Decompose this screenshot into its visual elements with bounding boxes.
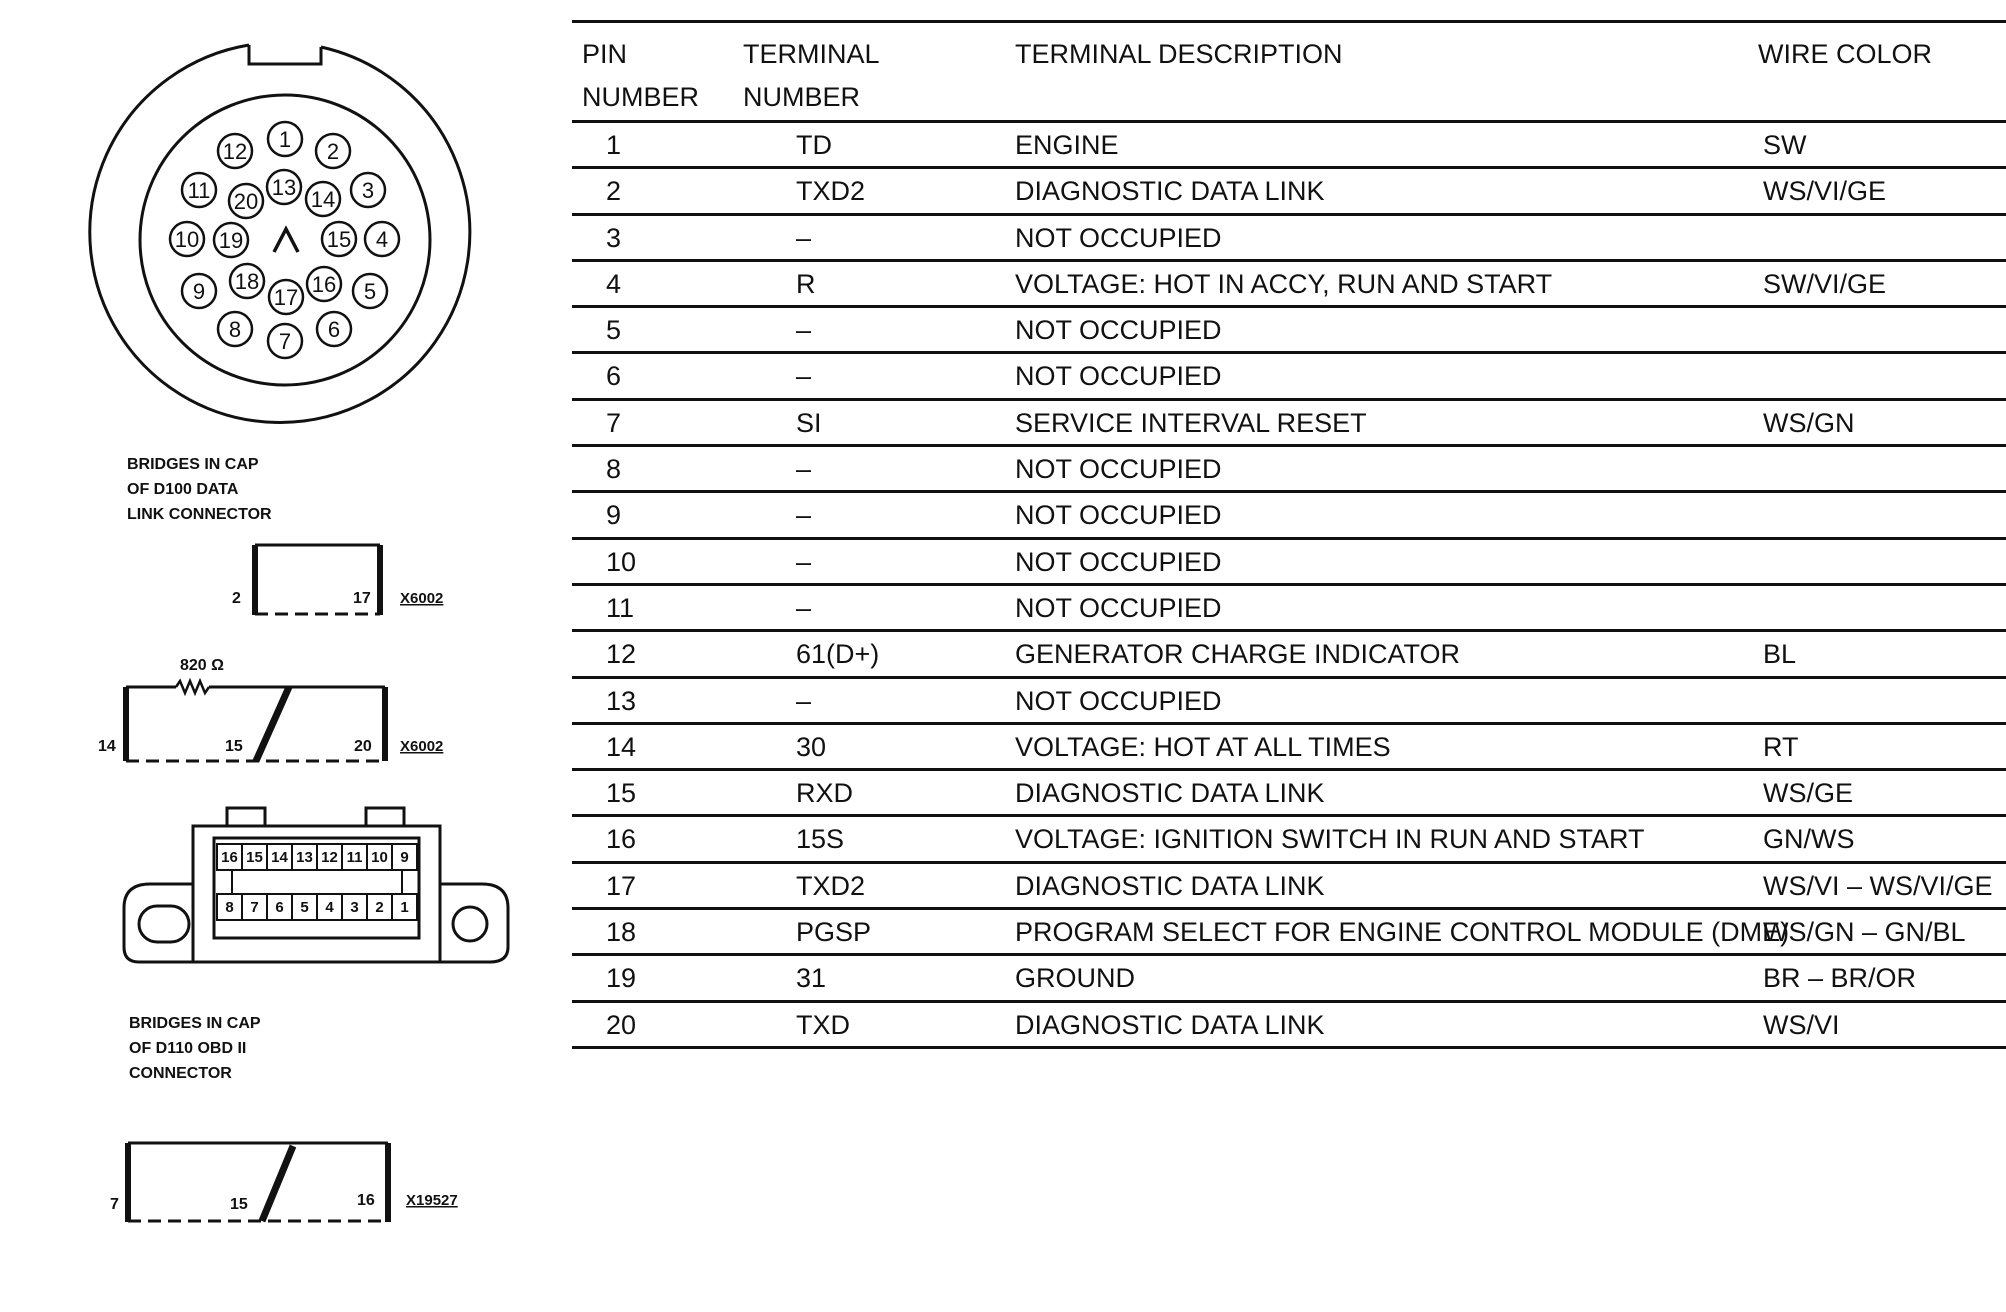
terminal-description-cell: ENGINE bbox=[1015, 130, 1119, 160]
terminal-number-cell: TD bbox=[796, 130, 832, 160]
pin-number-label: 17 bbox=[273, 285, 299, 310]
terminal-number-cell: – bbox=[796, 222, 812, 253]
terminal-description-cell: DIAGNOSTIC DATA LINK bbox=[1015, 176, 1325, 207]
obd-pin-number: 1 bbox=[400, 899, 409, 916]
obd-pin-number: 10 bbox=[371, 849, 388, 866]
pin-number-cell: 11 bbox=[606, 592, 635, 623]
table-row bbox=[572, 956, 2006, 1002]
table-row bbox=[572, 586, 2006, 632]
bridge2-ref: X6002 bbox=[400, 738, 444, 755]
header-wire-color: WIRE COLOR bbox=[1758, 39, 1933, 69]
terminal-number-cell: – bbox=[796, 361, 812, 392]
bridge3-right-pin: 16 bbox=[357, 1192, 375, 1209]
pin-number-cell: 1 bbox=[606, 130, 622, 160]
terminal-number-cell: 31 bbox=[796, 963, 827, 994]
table-row bbox=[572, 169, 2006, 215]
pin-number-cell: 8 bbox=[606, 454, 622, 485]
table-header bbox=[572, 20, 2006, 123]
terminal-number-cell: RXD bbox=[796, 778, 854, 809]
bridge2-right-pin: 20 bbox=[354, 738, 372, 755]
pin-number-cell: 17 bbox=[606, 870, 637, 901]
bridge1-right-pin: 17 bbox=[353, 590, 371, 607]
obd-pin-number: 6 bbox=[275, 899, 284, 916]
header-terminal-description: TERMINAL DESCRIPTION bbox=[1015, 39, 1343, 69]
terminal-number-cell: 15S bbox=[796, 824, 845, 855]
pin-number-cell: 3 bbox=[606, 222, 622, 253]
obd-pin-separator bbox=[232, 870, 402, 894]
caption-d100 bbox=[127, 452, 272, 527]
pin-number-cell: 15 bbox=[606, 778, 637, 809]
pin-number-label: 13 bbox=[271, 175, 297, 200]
obd-pin-number: 16 bbox=[221, 849, 238, 866]
pin-number-cell: 4 bbox=[606, 268, 622, 299]
table-row bbox=[572, 493, 2006, 539]
obd-pin-number: 3 bbox=[350, 899, 359, 916]
table-row bbox=[572, 632, 2006, 678]
pin-number-label: 10 bbox=[174, 227, 200, 252]
wire-color-cell: GN/WS bbox=[1763, 824, 1855, 855]
obd-pin-number: 9 bbox=[400, 849, 409, 866]
obd-pin-number: 5 bbox=[300, 899, 309, 916]
wire-color-cell: BR – BR/OR bbox=[1763, 963, 1917, 994]
circular-connector bbox=[90, 45, 470, 422]
pin-number-label: 2 bbox=[326, 139, 340, 164]
obd-right-hole bbox=[453, 907, 487, 941]
wire-color-cell: WS/VI bbox=[1763, 1009, 1840, 1040]
terminal-description-cell: NOT OCCUPIED bbox=[1015, 222, 1222, 253]
pin-number-label: 12 bbox=[222, 139, 248, 164]
pin-number-cell: 18 bbox=[606, 917, 637, 948]
pin-number-label: 5 bbox=[363, 279, 377, 304]
obd-pin-number: 13 bbox=[296, 849, 313, 866]
pin-assignment-table bbox=[572, 20, 2006, 1049]
table-row bbox=[572, 910, 2006, 956]
pin-number-cell: 2 bbox=[606, 176, 622, 207]
table-row bbox=[572, 308, 2006, 354]
bridge2-mid-pin: 15 bbox=[225, 738, 243, 755]
obd-pin-number: 8 bbox=[225, 899, 234, 916]
table-row bbox=[572, 354, 2006, 400]
table-row bbox=[572, 540, 2006, 586]
table-row bbox=[572, 1003, 2006, 1049]
obd-pin-number: 2 bbox=[375, 899, 384, 916]
table-body bbox=[572, 123, 2006, 1049]
connector-outer-ring bbox=[90, 45, 470, 422]
bridge3-mid-pin: 15 bbox=[230, 1196, 248, 1213]
terminal-description-cell: NOT OCCUPIED bbox=[1015, 315, 1222, 346]
table-row bbox=[572, 817, 2006, 863]
terminal-description-cell: GROUND bbox=[1015, 963, 1135, 994]
wire-color-cell: WS/VI – WS/VI/GE bbox=[1763, 870, 1993, 901]
pin-number-cell: 9 bbox=[606, 500, 622, 531]
obd-pin-number: 14 bbox=[271, 849, 288, 866]
bridge3-ref: X19527 bbox=[406, 1192, 458, 1209]
resistor-value: 820 Ω bbox=[180, 657, 224, 674]
pin-number-cell: 20 bbox=[606, 1009, 637, 1040]
pin-number-cell: 12 bbox=[606, 639, 637, 670]
terminal-description-cell: NOT OCCUPIED bbox=[1015, 500, 1222, 531]
pin-number-label: 6 bbox=[327, 317, 341, 342]
connector-key-notch bbox=[249, 45, 321, 64]
table-row bbox=[572, 262, 2006, 308]
pin-number-label: 1 bbox=[278, 127, 292, 152]
pin-number-label: 11 bbox=[187, 178, 211, 203]
terminal-number-cell: 30 bbox=[796, 731, 827, 762]
obd-pin-number: 11 bbox=[346, 849, 363, 866]
table-row bbox=[572, 123, 2006, 169]
caption-d100-line2: OF D100 DATA bbox=[127, 481, 239, 498]
pin-number-cell: 16 bbox=[606, 824, 637, 855]
table-row bbox=[572, 771, 2006, 817]
terminal-description-cell: VOLTAGE: HOT AT ALL TIMES bbox=[1015, 731, 1391, 762]
bridge3-left-pin: 7 bbox=[110, 1196, 119, 1213]
caption-d110-line2: OF D110 OBD II bbox=[129, 1040, 247, 1057]
table-row bbox=[572, 216, 2006, 262]
terminal-number-cell: 61(D+) bbox=[796, 639, 880, 670]
terminal-number-cell: – bbox=[796, 315, 812, 346]
pin-number-cell: 6 bbox=[606, 361, 622, 392]
terminal-description-cell: NOT OCCUPIED bbox=[1015, 685, 1222, 716]
table-row bbox=[572, 401, 2006, 447]
terminal-description-cell: DIAGNOSTIC DATA LINK bbox=[1015, 870, 1325, 901]
obd-top-tab-right bbox=[366, 808, 404, 826]
caption-d110-line1: BRIDGES IN CAP bbox=[129, 1015, 261, 1032]
terminal-description-cell: GENERATOR CHARGE INDICATOR bbox=[1015, 639, 1461, 670]
terminal-number-cell: PGSP bbox=[796, 917, 872, 948]
resistor-symbol bbox=[176, 681, 209, 693]
pin-number-cell: 13 bbox=[606, 685, 637, 716]
wire-color-cell: BL bbox=[1763, 639, 1797, 670]
wire-color-cell: SW/VI/GE bbox=[1763, 268, 1887, 299]
pin-number-cell: 10 bbox=[606, 546, 637, 577]
circular-connector-pins bbox=[170, 122, 399, 358]
obd-top-tab-left bbox=[227, 808, 265, 826]
pin-number-label: 7 bbox=[278, 329, 292, 354]
obd-pin-number: 7 bbox=[250, 899, 259, 916]
bridge2-left-pin: 14 bbox=[98, 738, 116, 755]
terminal-description-cell: NOT OCCUPIED bbox=[1015, 546, 1222, 577]
header-pin-number: PIN NUMBER bbox=[582, 39, 700, 112]
terminal-description-cell: DIAGNOSTIC DATA LINK bbox=[1015, 778, 1325, 809]
terminal-number-cell: TXD2 bbox=[796, 176, 866, 207]
wire-color-cell: WS/GE bbox=[1763, 778, 1854, 809]
terminal-description-cell: SERVICE INTERVAL RESET bbox=[1015, 407, 1367, 438]
wire-color-cell: WS/GN bbox=[1763, 407, 1855, 438]
caption-d110 bbox=[129, 1011, 261, 1086]
header-terminal-number: TERMINAL NUMBER bbox=[743, 39, 880, 112]
caption-d100-line1: BRIDGES IN CAP bbox=[127, 456, 259, 473]
pin-number-cell: 14 bbox=[606, 731, 637, 762]
terminal-number-cell: – bbox=[796, 500, 812, 531]
caption-d100-line3: LINK CONNECTOR bbox=[127, 506, 272, 523]
terminal-number-cell: – bbox=[796, 685, 812, 716]
pin-number-cell: 7 bbox=[606, 407, 622, 438]
pin-number-cell: 5 bbox=[606, 315, 622, 346]
terminal-description-cell: VOLTAGE: HOT IN ACCY, RUN AND START bbox=[1015, 268, 1553, 299]
obd-pin-number: 15 bbox=[246, 849, 263, 866]
wire-color-cell: WS/GN – GN/BL bbox=[1763, 917, 1966, 948]
connector-center-key bbox=[274, 229, 298, 252]
terminal-number-cell: – bbox=[796, 454, 812, 485]
wire-color-cell: SW bbox=[1763, 130, 1807, 160]
bridge1-left-pin: 2 bbox=[232, 590, 241, 607]
pin-number-cell: 19 bbox=[606, 963, 637, 994]
obd-pin-number: 12 bbox=[321, 849, 338, 866]
terminal-description-cell: VOLTAGE: IGNITION SWITCH IN RUN AND START bbox=[1015, 824, 1645, 855]
terminal-number-cell: R bbox=[796, 268, 816, 299]
pin-number-label: 14 bbox=[310, 187, 336, 212]
bridge-14-15-20 bbox=[126, 681, 385, 761]
terminal-description-cell: NOT OCCUPIED bbox=[1015, 361, 1222, 392]
pin-number-label: 15 bbox=[326, 227, 352, 252]
obd-left-hole bbox=[139, 906, 189, 942]
obd-pin-number: 4 bbox=[325, 899, 334, 916]
terminal-description-cell: NOT OCCUPIED bbox=[1015, 592, 1222, 623]
pin-number-label: 16 bbox=[311, 272, 337, 297]
terminal-number-cell: – bbox=[796, 546, 812, 577]
pin-number-label: 3 bbox=[361, 178, 375, 203]
table-row bbox=[572, 679, 2006, 725]
terminal-number-cell: TXD2 bbox=[796, 870, 866, 901]
terminal-description-cell: DIAGNOSTIC DATA LINK bbox=[1015, 1009, 1325, 1040]
obd-pins bbox=[217, 844, 417, 920]
pin-number-label: 18 bbox=[234, 269, 260, 294]
wire-color-cell: WS/VI/GE bbox=[1763, 176, 1887, 207]
table-row bbox=[572, 725, 2006, 771]
terminal-description-cell: PROGRAM SELECT FOR ENGINE CONTROL MODULE (DME) bbox=[1015, 917, 1790, 948]
caption-d110-line3: CONNECTOR bbox=[129, 1065, 232, 1082]
table-row bbox=[572, 447, 2006, 493]
terminal-number-cell: SI bbox=[796, 407, 822, 438]
bridge-7-15-16 bbox=[128, 1143, 388, 1222]
obd-connector bbox=[124, 808, 508, 962]
bridge1-ref: X6002 bbox=[400, 590, 444, 607]
terminal-number-cell: TXD bbox=[796, 1009, 850, 1040]
pin-number-label: 8 bbox=[228, 317, 242, 342]
table-row bbox=[572, 864, 2006, 910]
terminal-description-cell: NOT OCCUPIED bbox=[1015, 454, 1222, 485]
pin-number-label: 19 bbox=[218, 228, 244, 253]
pin-number-label: 20 bbox=[233, 189, 259, 214]
terminal-number-cell: – bbox=[796, 592, 812, 623]
pin-number-label: 4 bbox=[375, 227, 389, 252]
wire-color-cell: RT bbox=[1763, 731, 1799, 762]
pin-number-label: 9 bbox=[192, 279, 206, 304]
